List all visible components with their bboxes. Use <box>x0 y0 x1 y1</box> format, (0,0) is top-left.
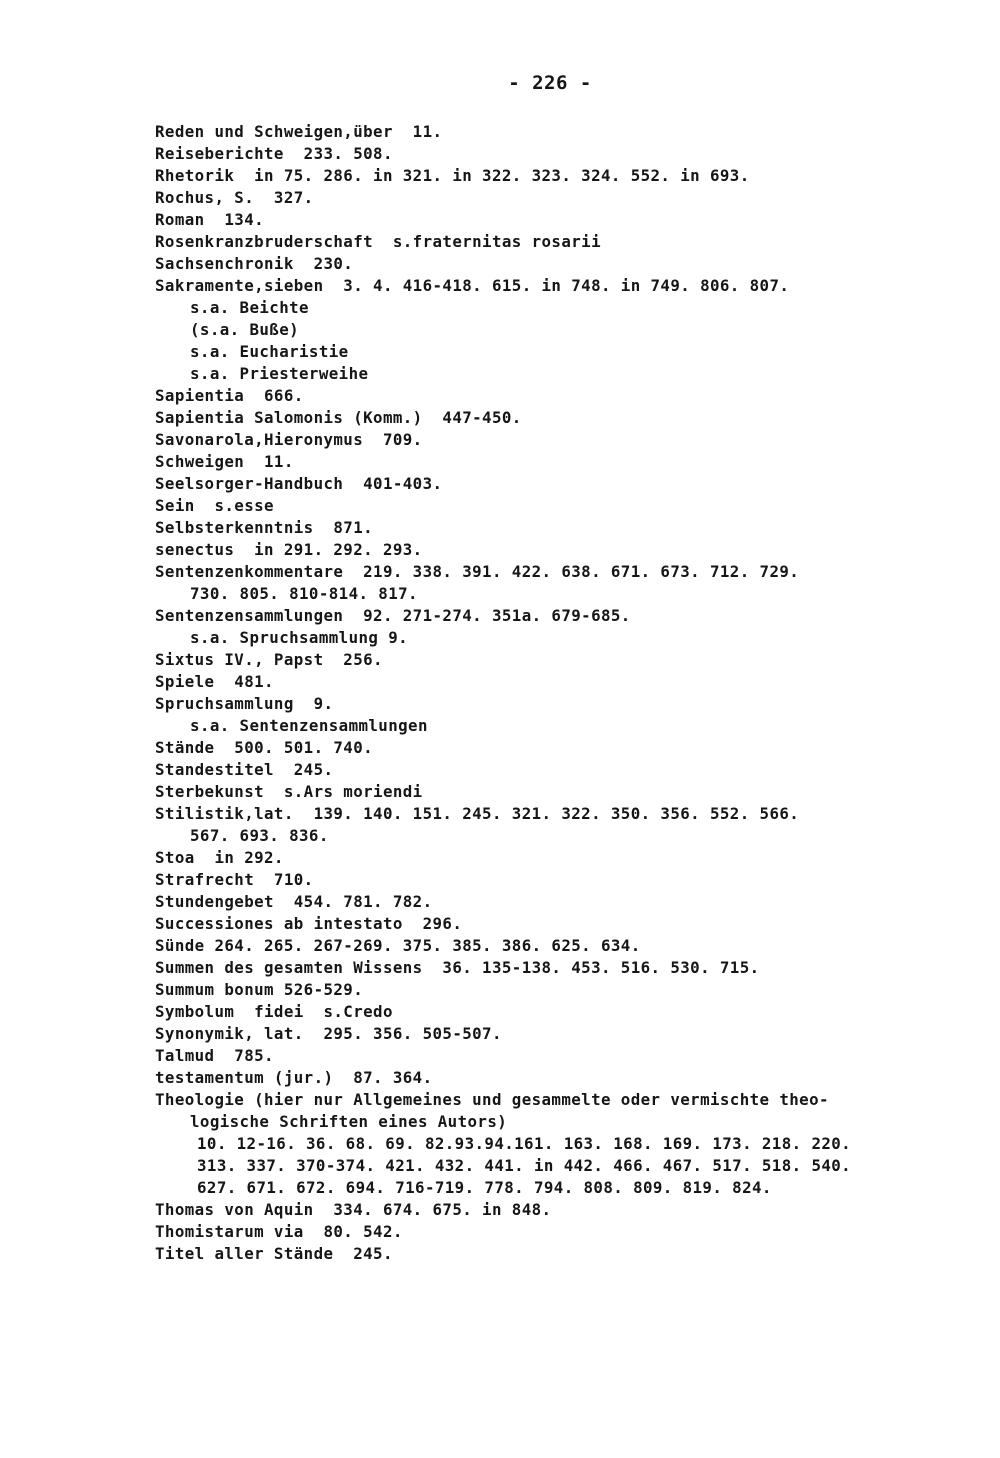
index-entry-line: Summum bonum 526-529. <box>155 980 364 999</box>
index-entry-line: Sapientia 666. <box>155 386 304 405</box>
index-entry-line: s.a. Beichte <box>190 298 309 317</box>
index-entry-line: Spruchsammlung 9. <box>155 694 334 713</box>
index-entry-line: Schweigen 11. <box>155 452 294 471</box>
index-entry-line: s.a. Eucharistie <box>190 342 349 361</box>
index-entry-line: Standestitel 245. <box>155 760 334 779</box>
index-entry-line: Titel aller Stände 245. <box>155 1244 393 1263</box>
index-entry-line: Roman 134. <box>155 210 265 229</box>
index-entry-line: Sentenzenkommentare 219. 338. 391. 422. 638. 671. 673. 712. 729. <box>155 562 800 581</box>
index-entry-line: Stoa in 292. <box>155 848 284 867</box>
index-entry-line: Sünde 264. 265. 267-269. 375. 385. 386. 625. 634. <box>155 936 641 955</box>
index-entry-line: s.a. Priesterweihe <box>190 364 369 383</box>
index-entry-line: Symbolum fidei s.Credo <box>155 1002 393 1021</box>
index-entry-line: Rosenkranzbruderschaft s.fraternitas rosarii <box>155 232 601 251</box>
index-entry-line: logische Schriften eines Autors) <box>190 1112 508 1131</box>
index-entry-line: Stundengebet 454. 781. 782. <box>155 892 433 911</box>
index-entry-line: Sein s.esse <box>155 496 274 515</box>
index-entry-list <box>155 121 985 1265</box>
index-entry-line: Sentenzensammlungen 92. 271-274. 351a. 679-685. <box>155 606 631 625</box>
index-entry-line: Savonarola,Hieronymus 709. <box>155 430 423 449</box>
index-entry-line: Reden und Schweigen,über 11. <box>155 122 443 141</box>
index-entry-line: Sixtus IV., Papst 256. <box>155 650 383 669</box>
index-entry-line: Sakramente,sieben 3. 4. 416-418. 615. in 748. in 749. 806. 807. <box>155 276 790 295</box>
index-entry-line: Sachsenchronik 230. <box>155 254 354 273</box>
index-entry-line: 313. 337. 370-374. 421. 432. 441. in 442. 466. 467. 517. 518. 540. <box>197 1156 852 1175</box>
index-entry-line: s.a. Spruchsammlung 9. <box>190 628 409 647</box>
index-entry-line: Theologie (hier nur Allgemeines und gesammelte oder vermischte theo- <box>155 1090 829 1109</box>
index-entry-line: s.a. Sentenzensammlungen <box>190 716 428 735</box>
index-entry-line: 567. 693. 836. <box>190 826 329 845</box>
index-entry-line: Stände 500. 501. 740. <box>155 738 374 757</box>
index-entry-line: Sterbekunst s.Ars moriendi <box>155 782 423 801</box>
index-entry-line: Rhetorik in 75. 286. in 321. in 322. 323. 324. 552. in 693. <box>155 166 750 185</box>
index-entry-line: Stilistik,lat. 139. 140. 151. 245. 321. 322. 350. 356. 552. 566. <box>155 804 800 823</box>
index-entry-line: Summen des gesamten Wissens 36. 135-138. 453. 516. 530. 715. <box>155 958 760 977</box>
index-entry-line: Sapientia Salomonis (Komm.) 447-450. <box>155 408 522 427</box>
index-entry-line: Rochus, S. 327. <box>155 188 314 207</box>
page-number: - 226 - <box>508 72 592 94</box>
index-entry-line: Reiseberichte 233. 508. <box>155 144 393 163</box>
index-entry-line: Synonymik, lat. 295. 356. 505-507. <box>155 1024 502 1043</box>
index-entry-line: Selbsterkenntnis 871. <box>155 518 374 537</box>
index-entry-line: 10. 12-16. 36. 68. 69. 82.93.94.161. 163. 168. 169. 173. 218. 220. <box>197 1134 852 1153</box>
index-entry-line: Thomistarum via 80. 542. <box>155 1222 403 1241</box>
index-entry-line: 730. 805. 810-814. 817. <box>190 584 418 603</box>
index-entry-line: (s.a. Buße) <box>190 320 300 339</box>
index-entry-line: senectus in 291. 292. 293. <box>155 540 423 559</box>
index-entry-line: Spiele 481. <box>155 672 274 691</box>
index-entry-line: Thomas von Aquin 334. 674. 675. in 848. <box>155 1200 552 1219</box>
index-entry-line: 627. 671. 672. 694. 716-719. 778. 794. 808. 809. 819. 824. <box>197 1178 772 1197</box>
index-entry-line: Strafrecht 710. <box>155 870 314 889</box>
index-entry-line: Seelsorger-Handbuch 401-403. <box>155 474 443 493</box>
index-entry-line: Talmud 785. <box>155 1046 274 1065</box>
index-entry-line: testamentum (jur.) 87. 364. <box>155 1068 433 1087</box>
index-entry-line: Successiones ab intestato 296. <box>155 914 463 933</box>
